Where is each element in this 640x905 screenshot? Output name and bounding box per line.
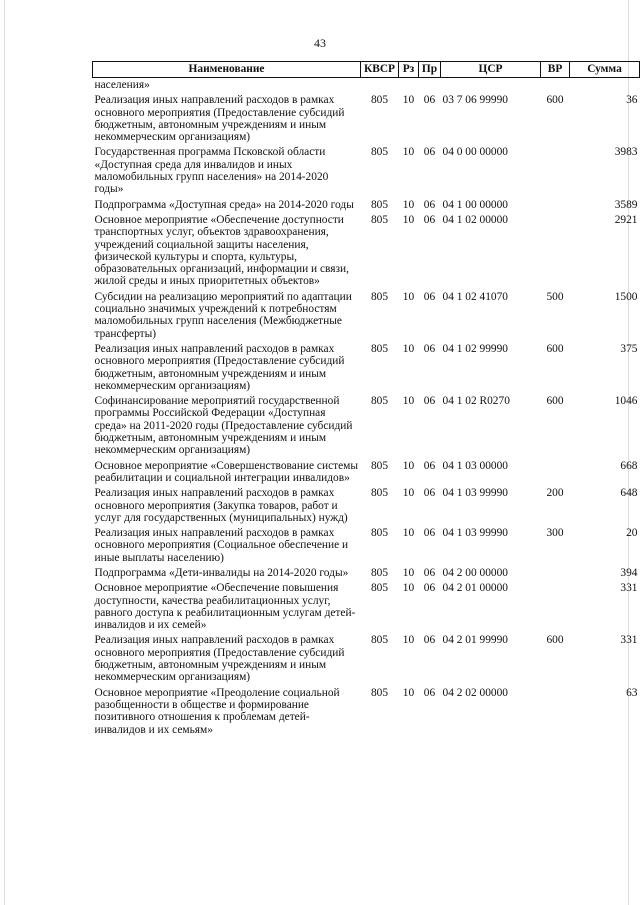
cell-kvsr: 805 xyxy=(370,146,389,159)
cell-sum: 331 xyxy=(620,634,638,647)
cell-kvsr: 805 xyxy=(370,213,389,226)
cell-pr: 06 xyxy=(423,459,436,472)
cell-sum: 394 xyxy=(620,566,638,579)
cell-kvsr: 805 xyxy=(370,634,389,647)
header-rz: Рз xyxy=(399,62,419,78)
cell-pr: 06 xyxy=(423,395,436,408)
cell-csr: 04 1 02 R0270 xyxy=(442,395,510,408)
table-body xyxy=(93,78,640,738)
cell-rz: 10 xyxy=(402,582,415,595)
cell-kvsr: 805 xyxy=(370,198,389,211)
cell-rz: 10 xyxy=(402,459,415,472)
cell-sum: 36 xyxy=(626,94,638,107)
cell-name: Софинансирование мероприятий государственной программы Российской Федерации «Доступная среда» на 2011-2020 годы (Предоставление субсидий бюджетным, автономным учреждениям и иным некоммерческим организациям) xyxy=(94,395,353,457)
cell-rz: 10 xyxy=(402,146,415,159)
cell-kvsr: 805 xyxy=(370,582,389,595)
cell-name: Подпрограмма «Доступная среда» на 2014-2020 годы xyxy=(94,198,354,211)
cell-name: Субсидии на реализацию мероприятий по адаптации социально значимых учреждений к потребностям маломобильных групп населения (Межбюджетные трансферты) xyxy=(94,290,352,340)
cell-csr: 04 1 02 41070 xyxy=(442,290,508,303)
cell-vr: 300 xyxy=(546,527,564,540)
cell-csr: 04 0 00 00000 xyxy=(442,146,508,159)
cell-vr: 200 xyxy=(546,487,564,500)
cell-vr: 600 xyxy=(546,634,564,647)
cell-pr: 06 xyxy=(423,686,436,699)
cell-rz: 10 xyxy=(402,686,415,699)
cell-kvsr: 805 xyxy=(370,94,389,107)
header-kvsr: КВСР xyxy=(361,62,399,78)
cell-sum: 668 xyxy=(620,459,638,472)
cell-rz: 10 xyxy=(402,94,415,107)
cell-sum: 648 xyxy=(620,487,638,500)
header-sum: Сумма xyxy=(570,62,640,78)
cell-kvsr: 805 xyxy=(370,342,389,355)
table-row xyxy=(93,581,640,633)
cell-rz: 10 xyxy=(402,198,415,211)
cell-vr xyxy=(541,78,570,94)
table-row xyxy=(93,459,640,487)
cell-rz: 10 xyxy=(402,342,415,355)
table-row xyxy=(93,78,640,94)
header-pr: Пр xyxy=(419,62,441,78)
cell-kvsr: 805 xyxy=(370,487,389,500)
cell-sum: 20 xyxy=(626,527,638,540)
cell-sum: 375 xyxy=(620,342,638,355)
table-row xyxy=(93,290,640,342)
cell-name: Реализация иных направлений расходов в рамках основного мероприятия (Предоставление субсидий бюджетным, автономным учреждениям и иным некоммерческим организациям) xyxy=(94,634,345,684)
cell-csr: 04 2 02 00000 xyxy=(442,686,508,699)
table-row xyxy=(93,686,640,738)
cell-vr xyxy=(541,581,570,633)
cell-pr: 06 xyxy=(423,634,436,647)
cell-sum: 3589 xyxy=(614,198,638,211)
cell-sum: 1500 xyxy=(614,290,638,303)
cell-pr: 06 xyxy=(423,582,436,595)
table-header xyxy=(93,62,640,78)
cell-vr xyxy=(541,145,570,197)
cell-sum xyxy=(570,78,640,94)
cell-csr xyxy=(441,78,541,94)
cell-rz: 10 xyxy=(402,634,415,647)
cell-kvsr: 805 xyxy=(370,566,389,579)
cell-csr: 04 1 02 00000 xyxy=(442,213,508,226)
cell-sum: 1046 xyxy=(614,395,638,408)
page-number: 43 xyxy=(314,36,326,50)
cell-name: Реализация иных направлений расходов в рамках основного мероприятия (Предоставление субсидий бюджетным, автономным учреждениям и иным некоммерческим организациям) xyxy=(94,342,345,392)
cell-name: Реализация иных направлений расходов в рамках основного мероприятия (Закупка товаров, работ и услуг для государственных (муниципальных) нужд) xyxy=(94,487,348,524)
cell-sum: 2921 xyxy=(614,213,638,226)
cell-vr xyxy=(541,686,570,738)
budget-table xyxy=(92,61,640,738)
cell-vr: 500 xyxy=(546,290,564,303)
table-row xyxy=(93,486,640,526)
cell-rz: 10 xyxy=(402,290,415,303)
cell-pr: 06 xyxy=(423,146,436,159)
cell-rz xyxy=(399,78,419,94)
cell-name: Основное мероприятие «Преодоление социальной разобщенности в обществе и формирование позитивного отношения к проблемам детей-инвалидов и их семьям» xyxy=(94,686,340,736)
cell-vr: 600 xyxy=(546,94,564,107)
cell-csr: 03 7 06 99990 xyxy=(442,94,508,107)
cell-csr: 04 1 03 99990 xyxy=(442,487,508,500)
cell-name: Основное мероприятие «Обеспечение доступности транспортных услуг, объектов здравоохранения, учреждений социальной защиты населения, физической культуры и спорта, культуры, образовательных организаций, информации и связи, жилой среды и иных приоритетных объектов» xyxy=(94,213,349,288)
table-row xyxy=(93,198,640,213)
cell-pr: 06 xyxy=(423,213,436,226)
cell-vr xyxy=(541,198,570,213)
table-row xyxy=(93,93,640,145)
header-csr: ЦСР xyxy=(441,62,541,78)
cell-csr: 04 1 03 00000 xyxy=(442,459,508,472)
table-row xyxy=(93,342,640,394)
cell-pr: 06 xyxy=(423,198,436,211)
cell-kvsr: 805 xyxy=(370,527,389,540)
cell-name: населения» xyxy=(94,79,150,91)
cell-kvsr: 805 xyxy=(370,686,389,699)
cell-name: Реализация иных направлений расходов в рамках основного мероприятия (Социальное обеспечение и иные выплаты населению) xyxy=(94,527,349,564)
cell-vr: 600 xyxy=(546,342,564,355)
cell-pr: 06 xyxy=(423,290,436,303)
scan-edge-left xyxy=(4,0,5,905)
cell-name: Основное мероприятие «Совершенствование системы реабилитации и социальной интеграции инвалидов» xyxy=(94,459,359,484)
header-name: Наименование xyxy=(93,62,361,78)
cell-csr: 04 1 02 99990 xyxy=(442,342,508,355)
cell-csr: 04 2 01 00000 xyxy=(442,582,508,595)
cell-sum: 331 xyxy=(620,582,638,595)
cell-vr xyxy=(541,213,570,290)
cell-name: Государственная программа Псковской области «Доступная среда для инвалидов и иных маломобильных групп населения» на 2014-2020 годы» xyxy=(94,146,329,196)
table-row xyxy=(93,145,640,197)
cell-vr xyxy=(541,566,570,581)
cell-csr: 04 1 03 99990 xyxy=(442,527,508,540)
cell-kvsr: 805 xyxy=(370,290,389,303)
table-row xyxy=(93,213,640,290)
cell-kvsr: 805 xyxy=(370,459,389,472)
cell-pr: 06 xyxy=(423,487,436,500)
cell-csr: 04 2 00 00000 xyxy=(442,566,508,579)
cell-rz: 10 xyxy=(402,566,415,579)
cell-rz: 10 xyxy=(402,527,415,540)
cell-sum: 3983 xyxy=(614,146,638,159)
table-row xyxy=(93,633,640,685)
cell-rz: 10 xyxy=(402,487,415,500)
cell-name: Реализация иных направлений расходов в рамках основного мероприятия (Предоставление субсидий бюджетным, автономным учреждениям и иным некоммерческим организациям) xyxy=(94,94,345,144)
cell-rz: 10 xyxy=(402,213,415,226)
header-vr: ВР xyxy=(541,62,570,78)
cell-rz: 10 xyxy=(402,395,415,408)
cell-name: Основное мероприятие «Обеспечение повышения доступности, качества реабилитационных услуг, равного доступа к реабилитационным услугам детей-инвалидов и их семей» xyxy=(94,582,356,632)
cell-vr xyxy=(541,459,570,487)
cell-kvsr xyxy=(361,78,399,94)
cell-name: Подпрограмма «Дети-инвалиды на 2014-2020 годы» xyxy=(94,566,349,579)
cell-pr xyxy=(419,78,441,94)
cell-csr: 04 1 00 00000 xyxy=(442,198,508,211)
table-row xyxy=(93,566,640,581)
cell-pr: 06 xyxy=(423,566,436,579)
cell-vr: 600 xyxy=(546,395,564,408)
table-row xyxy=(93,394,640,458)
cell-kvsr: 805 xyxy=(370,395,389,408)
cell-pr: 06 xyxy=(423,94,436,107)
cell-csr: 04 2 01 99990 xyxy=(442,634,508,647)
cell-pr: 06 xyxy=(423,527,436,540)
table-row xyxy=(93,526,640,566)
cell-sum: 63 xyxy=(626,686,638,699)
cell-pr: 06 xyxy=(423,342,436,355)
